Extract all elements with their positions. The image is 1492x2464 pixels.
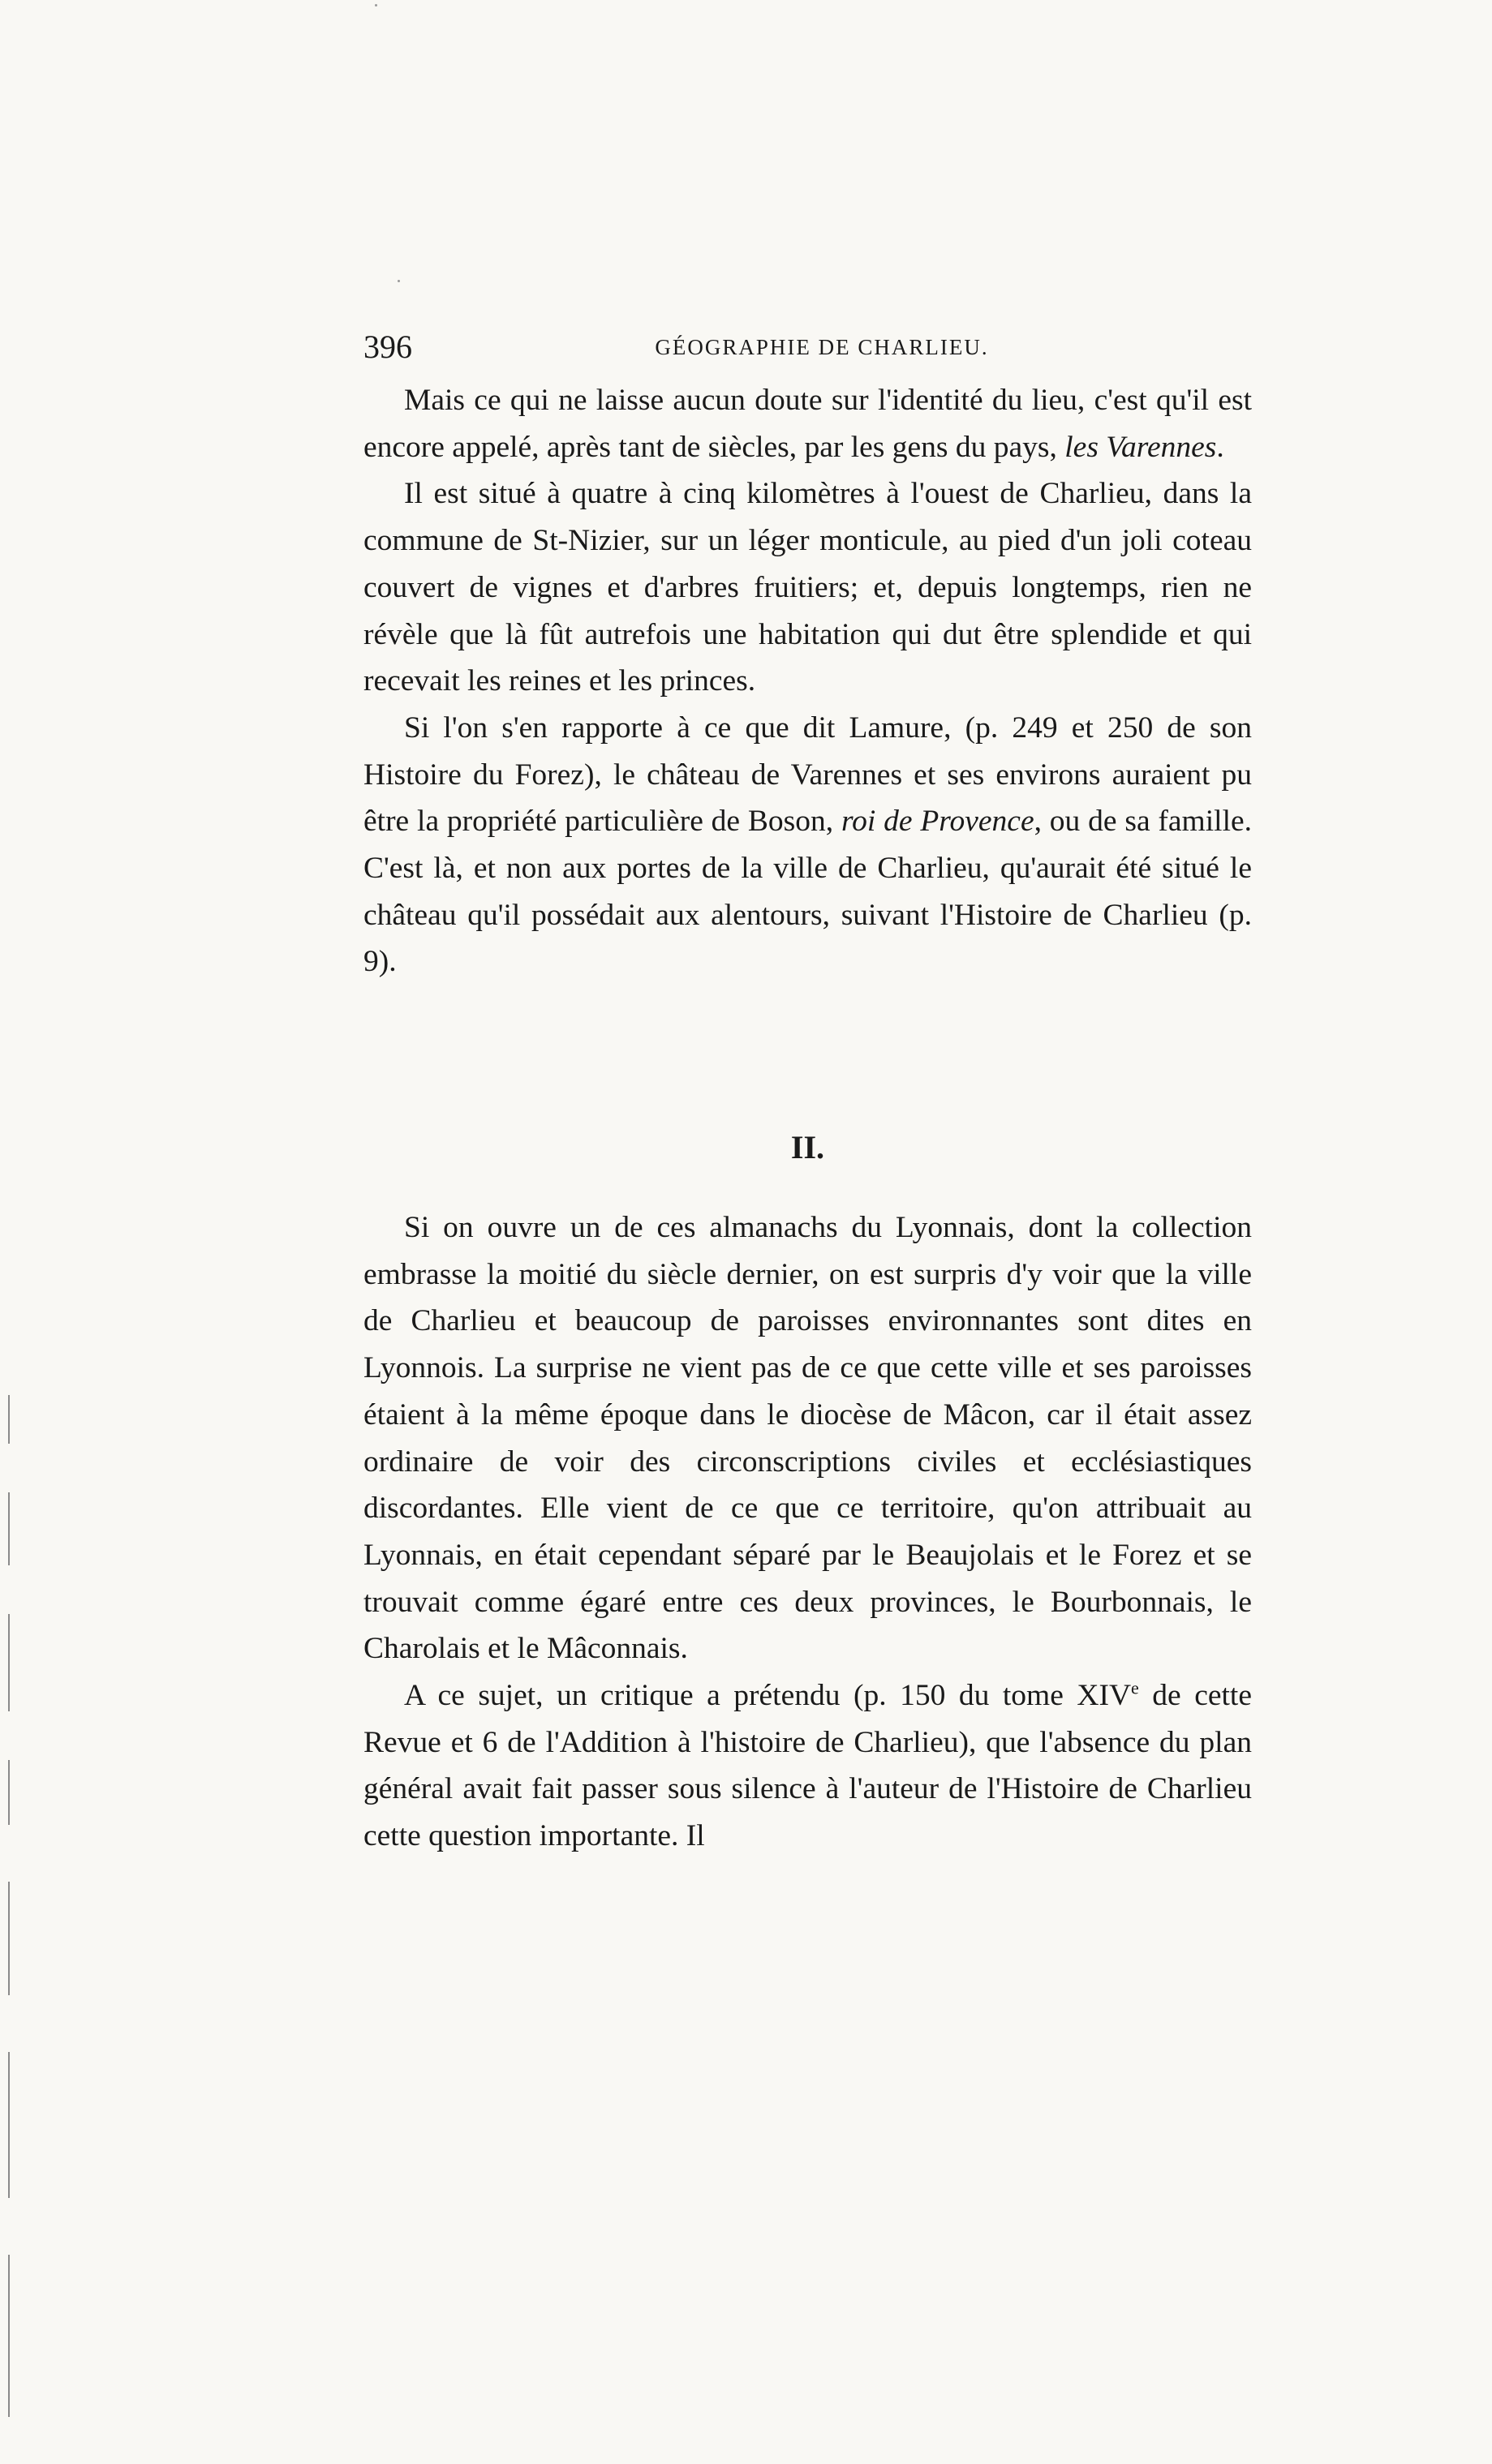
page-number: 396 xyxy=(363,328,412,365)
page-header xyxy=(363,323,1280,371)
paragraph-text: de cette Revue et 6 de l'Addition à l'histoire de Charlieu), que l'absence du plan général avait fait passer sous silence à l'auteur de l'Histoire de Charlieu cette question importante. Il xyxy=(363,1679,1252,1853)
italic-text: roi de Provence xyxy=(841,805,1034,839)
paragraph: Il est situé à quatre à cinq kilomètres à l'ouest de Charlieu, dans la commune de St-Nizier, sur un léger monticule, au pied d'un joli coteau couvert de vignes et d'arbres fruitiers; et, depuis longtemps, rien ne révèle que là fût autrefois une habitation qui dut être splendide et qui recevait les reines et les princes. xyxy=(363,477,1252,698)
scan-speck xyxy=(375,4,377,6)
scan-artifact xyxy=(8,1760,10,1825)
scan-artifact xyxy=(8,1882,10,1995)
text-block-section-1 xyxy=(363,377,1252,985)
paragraph xyxy=(363,377,1252,470)
italic-text: les Varennes xyxy=(1064,430,1217,464)
running-title: GÉOGRAPHIE DE CHARLIEU. xyxy=(655,335,989,359)
paragraph-text: . xyxy=(1216,430,1224,464)
section-heading: II. xyxy=(790,1129,825,1165)
scan-speck xyxy=(398,280,400,282)
superscript: e xyxy=(1131,1677,1139,1698)
scan-artifact xyxy=(8,1395,10,1444)
paragraph xyxy=(363,1672,1252,1860)
text-block-section-2 xyxy=(363,1204,1252,1860)
scan-artifact xyxy=(8,2052,10,2198)
scan-artifact xyxy=(8,1614,10,1711)
paragraph: Si on ouvre un de ces almanachs du Lyonnais, dont la collection embrasse la moitié du siècle dernier, on est surpris d'y voir que la ville de Charlieu et beaucoup de paroisses environnantes sont dites en Lyonnois. La surprise ne vient pas de ce que cette ville et ses paroisses étaient à la même époque dans le diocèse de Mâcon, car il était assez ordinaire de voir des circonscriptions civiles et ecclésiastiques discordantes. Elle vient de ce que ce territoire, qu'on attribuait au Lyonnais, en était cependant séparé par le Beaujolais et le Forez et se trouvait comme égaré entre ces deux provinces, le Bourbonnais, le Charolais et le Mâconnais. xyxy=(363,1211,1252,1666)
paragraph-text: Mais ce qui ne laisse aucun doute sur l'identité du lieu, c'est qu'il est encore appelé, après tant de siècles, par les gens du pays, xyxy=(363,384,1252,464)
scan-artifact xyxy=(8,1492,10,1565)
paragraph-text: , ou de sa famille. C'est là, et non aux portes de la ville de Charlieu, qu'aurait été situé le château qu'il possédait aux alentours, suivant l'Histoire de Charlieu (p. 9). xyxy=(363,805,1253,979)
paragraph xyxy=(363,705,1252,985)
paragraph-text: A ce sujet, un critique a prétendu (p. 150 du tome XIV xyxy=(404,1679,1132,1713)
scan-artifact xyxy=(8,2255,10,2417)
paragraph-text: Si l'on s'en rapporte à ce que dit Lamure, (p. 249 et 250 de son Histoire du Forez), le château de Varennes et ses environs auraient pu être la propriété particulière de Boson, xyxy=(363,710,1252,839)
